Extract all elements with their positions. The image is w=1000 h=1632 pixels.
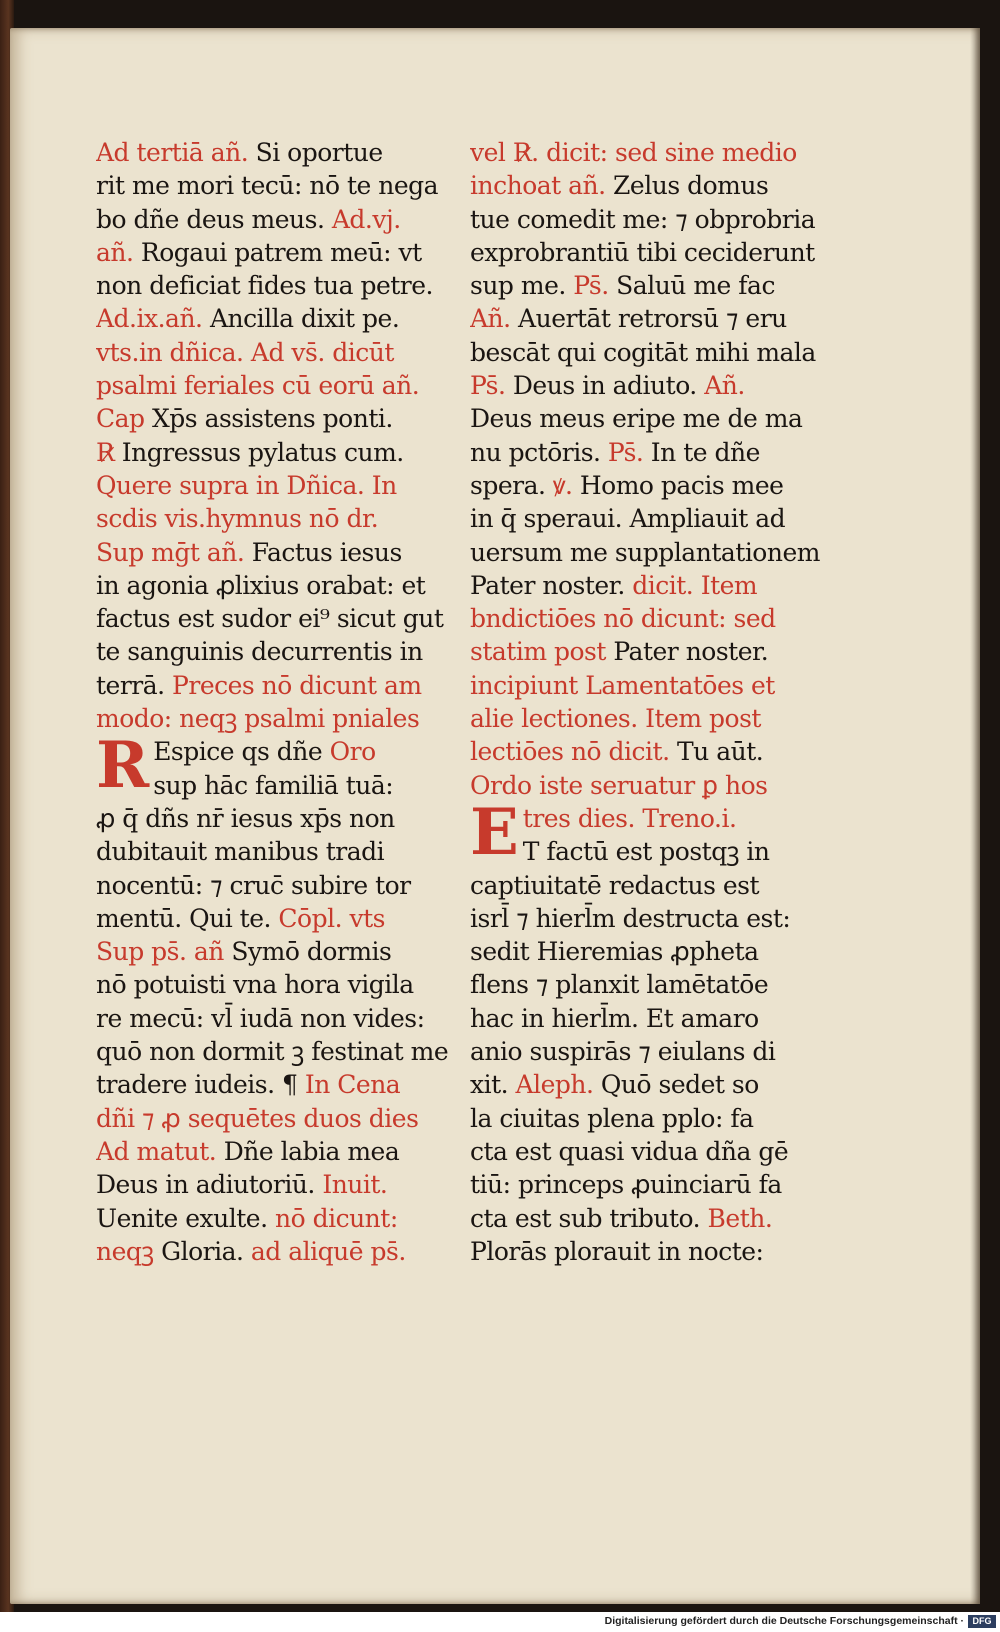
text-line: [96, 902, 456, 935]
dfg-logo-badge: DFG: [968, 1615, 996, 1628]
text-line: [96, 469, 456, 502]
text-line: [96, 1202, 456, 1235]
text-line: [470, 136, 830, 169]
body-text: T factū est postqꝫ in: [522, 837, 770, 867]
body-text: tiū: princeps ꝓuinciarū fa: [470, 1170, 782, 1200]
text-line: [96, 169, 456, 202]
rubric-text: Sup ps̄. añ: [96, 937, 224, 967]
text-line: [96, 502, 456, 535]
right-column-lines: [470, 136, 830, 802]
rubric-text: Ad.vj.: [331, 204, 401, 234]
rubric-text: Ps̄.: [470, 371, 506, 401]
text-line: [470, 203, 830, 236]
text-line: [96, 869, 456, 902]
rubric-text: Preces nō dicunt am: [172, 670, 422, 700]
rubric-text: Ad.ix.añ.: [96, 304, 203, 334]
rubric-text: Cap: [96, 404, 145, 434]
rubric-text: Ad tertiā añ.: [96, 138, 249, 167]
text-line: [96, 302, 456, 335]
text-line: [470, 702, 830, 735]
rubric-text: ꝟ.: [552, 470, 573, 500]
body-text: xit.: [470, 1070, 516, 1100]
body-text: Deus meus eripe me de ma: [470, 404, 803, 434]
rubric-text: vts.in dñica. Ad vs̄. dicūt: [96, 337, 394, 367]
body-text: sedit Hieremias ꝓpheta: [470, 937, 759, 967]
text-line: [470, 1168, 830, 1201]
rubric-text: Oro: [329, 737, 376, 767]
decorated-initial-r: R: [96, 728, 150, 804]
body-text: anio suspirās ⁊ eiulans di: [470, 1037, 776, 1067]
body-text: Plorās plorauit in nocte:: [470, 1236, 764, 1266]
body-text: in agonia ꝓlixius orabat: et: [96, 570, 426, 600]
text-line: [96, 835, 456, 868]
body-text: nō potuisti vna hora vigila: [96, 970, 414, 1000]
text-line: [470, 602, 830, 635]
text-line: [96, 702, 456, 735]
body-text: Auertāt retrorsū ⁊ eru: [510, 304, 787, 334]
rubric-text: Aleph.: [515, 1070, 594, 1100]
body-text: Uenite exulte.: [96, 1203, 275, 1233]
text-line: [96, 569, 456, 602]
rubric-text: nō dicunt:: [274, 1203, 398, 1233]
rubric-text: tres dies. Treno.i.: [522, 803, 737, 833]
text-line: [96, 369, 456, 402]
body-text: cta est quasi vidua dña gē: [470, 1136, 789, 1166]
body-text: Quō sedet so: [593, 1070, 759, 1100]
text-line: [96, 203, 456, 236]
rubric-text: ad aliquē ps̄.: [250, 1236, 406, 1266]
left-text-column: [96, 136, 456, 1268]
body-text: exprobrantiū tibi ceciderunt: [470, 237, 815, 267]
rubric-text: scdis vis.hymnus nō dr.: [96, 504, 379, 534]
text-line: [470, 1135, 830, 1168]
text-line: [470, 1202, 830, 1235]
left-initial-lines: [96, 728, 456, 804]
rubric-text: Añ.: [704, 371, 745, 401]
body-text: te sanguinis decurrentis in: [96, 637, 423, 667]
body-text: sup me.: [470, 271, 574, 301]
rubric-text: Cōpl. vts: [278, 903, 385, 933]
body-text: terrā.: [96, 670, 173, 700]
body-text: Pater noster.: [470, 570, 633, 600]
text-line: [470, 569, 830, 602]
text-line: [96, 436, 456, 469]
rubric-text: Añ.: [470, 304, 511, 334]
text-line: [96, 935, 456, 968]
body-text: ꝓ q̄ dñs nr̄ iesus xp̄s non: [96, 803, 395, 833]
body-text: Espice qs dñe: [153, 737, 330, 767]
body-text: bescāt qui cogitāt mihi mala: [470, 337, 816, 367]
body-text: hac in hierl̄m. Et amaro: [470, 1003, 759, 1033]
footer-bar: [0, 1612, 1000, 1632]
text-line: [470, 336, 830, 369]
rubric-text: Ordo iste seruatur ꝑ hos: [470, 770, 768, 800]
text-line: [470, 1002, 830, 1035]
text-line: [96, 136, 456, 169]
text-line: [96, 669, 456, 702]
text-line: [470, 402, 830, 435]
text-line: [470, 436, 830, 469]
body-text: uersum me supplantationem: [470, 537, 820, 567]
text-line: [523, 835, 830, 868]
text-line: [470, 869, 830, 902]
text-line: [470, 902, 830, 935]
body-text: Si oportue: [248, 138, 383, 167]
text-line: [153, 769, 456, 802]
text-line: [470, 1035, 830, 1068]
text-line: [96, 968, 456, 1001]
body-text: Deus in adiuto.: [505, 371, 705, 401]
text-line: [470, 769, 830, 802]
text-line: [96, 635, 456, 668]
text-line: [470, 502, 830, 535]
text-line: [96, 802, 456, 835]
rubric-text: R̷: [96, 437, 115, 467]
rubric-text: alie lectiones. Item post: [470, 704, 761, 734]
rubric-text: psalmi feriales cū eorū añ.: [96, 371, 420, 401]
body-text: Deus in adiutoriū.: [96, 1170, 323, 1200]
rubric-text: dicit. Item: [632, 570, 758, 600]
left-column-lines-rest: [96, 802, 456, 1268]
rubric-text: In Cena: [304, 1070, 401, 1100]
funding-notice: Digitalisierung gefördert durch die Deutsche Forschungsgemeinschaft ·: [604, 1615, 964, 1627]
body-text: cta est sub tributo.: [470, 1203, 708, 1233]
body-text: Rogaui patrem meū: vt: [133, 237, 422, 267]
body-text: Factus iesus: [244, 537, 402, 567]
body-text: flens ⁊ planxit lamētatōe: [470, 970, 769, 1000]
text-line: [470, 1235, 830, 1268]
body-text: dubitauit manibus tradi: [96, 837, 385, 867]
rubric-text: añ.: [96, 237, 134, 267]
rubric-text: Beth.: [707, 1203, 773, 1233]
text-line: [470, 302, 830, 335]
text-line: [153, 735, 456, 768]
text-line: [96, 1068, 456, 1101]
body-text: isrl̄ ⁊ hierl̄m destructa est:: [470, 903, 791, 933]
body-text: Homo pacis mee: [572, 470, 784, 500]
body-text: mentū. Qui te.: [96, 903, 279, 933]
rubric-text: statim post: [470, 637, 614, 667]
body-text: rit me mori tecū: nō te nega: [96, 171, 439, 201]
rubric-text: bndictiōes nō dicunt: sed: [470, 604, 776, 634]
text-line: [96, 336, 456, 369]
text-line: [470, 469, 830, 502]
body-text: Xp̄s assistens ponti.: [144, 404, 393, 434]
text-line: [96, 536, 456, 569]
rubric-text: Ps̄.: [607, 437, 644, 467]
rubric-text: Inuit.: [322, 1170, 388, 1200]
body-text: Saluū me fac: [608, 271, 775, 301]
book-page: [10, 28, 980, 1604]
text-line: [470, 1068, 830, 1101]
body-text: tradere iudeis. ¶: [96, 1070, 305, 1100]
rubric-text: Ad matut.: [96, 1136, 217, 1166]
body-text: bo dñe deus meus.: [96, 204, 332, 234]
left-initial-block: [96, 728, 456, 804]
text-line: [96, 1102, 456, 1135]
rubric-text: dñi ⁊ ꝓ sequētes duos dies: [96, 1103, 419, 1133]
text-line: [96, 236, 456, 269]
rubric-text: Quere supra in Dñica. In: [96, 470, 397, 500]
rubric-text: incipiunt Lamentatōes et: [470, 670, 775, 700]
rubric-text: inchoat añ.: [470, 171, 606, 201]
body-text: factus est sudor ei⁹ sicut gut: [96, 604, 444, 634]
rubric-text: Sup mḡt añ.: [96, 537, 245, 567]
text-line: [96, 602, 456, 635]
text-line: [470, 735, 830, 768]
text-line: [470, 536, 830, 569]
rubric-text: lectiōes nō dicit.: [470, 737, 677, 767]
body-text: In te dñe: [643, 437, 760, 467]
body-text: Zelus domus: [605, 171, 769, 201]
decorated-initial-e: E: [470, 794, 519, 870]
right-initial-lines: [470, 794, 830, 870]
text-line: [470, 1102, 830, 1135]
right-initial-block: [470, 794, 830, 870]
text-line: [96, 1168, 456, 1201]
rubric-text: vel R̷. dicit: sed sine medio: [470, 138, 797, 167]
text-line: [523, 802, 830, 835]
rubric-text: neqꝫ: [96, 1236, 162, 1266]
body-text: nocentū: ⁊ cruc̄ subire tor: [96, 870, 411, 900]
body-text: Ingressus pylatus cum.: [114, 437, 404, 467]
text-line: [470, 169, 830, 202]
text-line: [96, 1035, 456, 1068]
text-line: [470, 369, 830, 402]
text-line: [470, 669, 830, 702]
text-line: [470, 269, 830, 302]
body-text: Pater noster.: [613, 637, 769, 667]
body-text: quō non dormit ꝫ festinat me: [96, 1037, 449, 1067]
body-text: non deficiat fides tua petre.: [96, 271, 434, 301]
text-line: [96, 402, 456, 435]
rubric-text: Ps̄.: [573, 271, 609, 301]
text-line: [96, 1135, 456, 1168]
left-column-lines: [96, 136, 456, 735]
body-text: Gloria.: [161, 1236, 251, 1266]
body-text: in q̄ speraui. Ampliauit ad: [470, 504, 786, 534]
rubric-text: modo: neqꝫ psalmi pniales: [96, 704, 420, 734]
body-text: Symō dormis: [223, 937, 392, 967]
body-text: la ciuitas plena pplo: fa: [470, 1103, 754, 1133]
body-text: nu pctōris.: [470, 437, 608, 467]
body-text: sup hāc familiā tuā:: [153, 770, 394, 800]
text-line: [96, 1002, 456, 1035]
text-line: [470, 935, 830, 968]
right-column-lines-rest: [470, 869, 830, 1269]
text-line: [470, 635, 830, 668]
body-text: Dñe labia mea: [216, 1136, 400, 1166]
body-text: spera.: [470, 470, 553, 500]
text-line: [470, 968, 830, 1001]
text-line: [96, 1235, 456, 1268]
text-line: [470, 236, 830, 269]
body-text: Ancilla dixit pe.: [202, 304, 400, 334]
body-text: Tu aūt.: [677, 737, 764, 767]
body-text: captiuitatē redactus est: [470, 870, 760, 900]
right-text-column: [470, 136, 830, 1268]
body-text: tue comedit me: ⁊ obprobria: [470, 204, 816, 234]
body-text: re mecū: vl̄ iudā non vides:: [96, 1003, 425, 1033]
text-line: [96, 269, 456, 302]
